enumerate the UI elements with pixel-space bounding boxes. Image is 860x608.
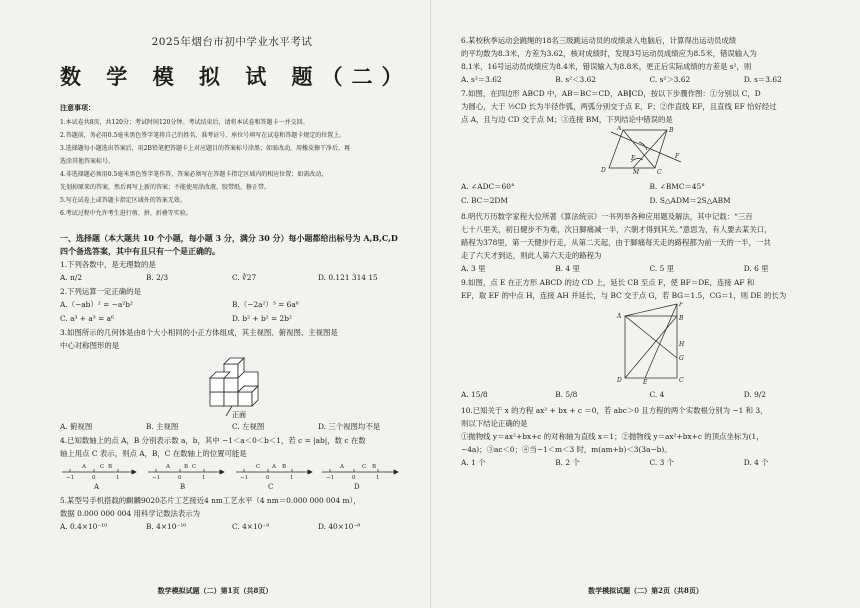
- svg-text:C: C: [100, 464, 105, 470]
- svg-text:B: B: [372, 464, 377, 470]
- option-a: A: [94, 483, 100, 490]
- question-7-cont: 点 A，且与边 CD 交于点 M；③连接 BM，下列结论中错误的是: [461, 115, 673, 124]
- question-9: 9.如图，点 E 在正方形 ABCD 的边 CD 上，延长 CB 至点 F，使 BF＝DE，连接 AF 和: [461, 278, 755, 287]
- option-d: D. 三个视图均不是: [318, 422, 381, 431]
- svg-text:0: 0: [352, 475, 356, 481]
- question-4: 4.已知数轴上的点 A，B 分别表示数 a，b，其中 −1＜a＜0＜b＜1，若 c = |ab|，数 c 在数: [60, 436, 366, 445]
- question-3: 3.如图所示的几何体是由8个大小相同的小正方体组成，其主视图、俯视图、主视图是: [60, 328, 338, 337]
- exam-year-title: 2025年烟台市初中学业水平考试: [151, 36, 313, 48]
- page-footer: 数学模拟试题（二）第2页（共8页）: [588, 586, 703, 595]
- option-a: A. ∠ADC＝60°: [461, 182, 515, 191]
- option-c: C. 左视图: [232, 422, 265, 431]
- question-7-options: [461, 180, 838, 208]
- question-10-cont: ①抛物线 y＝ax²+bx+c 的对称轴为直线 x＝1；②抛物线 y＝ax²+bx+c 的顶点坐标为(1，: [461, 432, 764, 441]
- question-8-cont: 路程为378里，第一天健步行走，从第二天起，由于脚痛每天走的路程都为前一天的一半，一共: [461, 238, 771, 247]
- question-6-cont: 的平均数为8.3米，方差为3.62，核对成绩时，发现3号运动员成绩应为8.5米，错误输入为: [461, 49, 757, 58]
- question-6: 6.某校秋季运动会跳绳的18名三级跳运动员的成绩录入电脑后，计算得出运动员成绩: [461, 36, 737, 45]
- option-c: C. s²＞3.62: [649, 75, 691, 84]
- question-9-options: [461, 388, 838, 402]
- option-a: A. 俯视图: [60, 422, 93, 431]
- option-c: C. 5 里: [649, 264, 675, 273]
- question-2-options: [60, 298, 404, 326]
- option-d: D. S△ADM＝2S△ABM: [649, 196, 731, 205]
- svg-text:A: A: [82, 464, 86, 470]
- cube-solid-diagram: [60, 352, 404, 420]
- option-d: D. 6 里: [743, 264, 769, 273]
- option-c: C. 4×10⁻⁹: [232, 522, 270, 531]
- note-item: 3.选择题每小题选出答案后，用2B铅笔把答题卡上对应题目的答案标号涂黑；如需改动，用橡皮擦干净后，再: [60, 145, 350, 152]
- option-b: B. 4×10⁻¹⁰: [146, 522, 187, 531]
- question-9-cont: EF，取 EF 的中点 H，连接 AH 并延长，与 BC 交于点 G，若 BG＝1.5，CG＝1，则 DE 的长为: [461, 291, 787, 300]
- number-line-options: [60, 460, 404, 490]
- question-8-cont: 走了六天才到达，则此人第六天走的路程为: [461, 251, 602, 260]
- question-8-options: [461, 262, 838, 276]
- right-page: [430, 0, 860, 608]
- question-7-cont: 为圆心，大于 ½CD 长为半径作弧，两弧分别交于点 E，F；②作直线 EF，且直线 EF 恰好经过: [461, 102, 777, 111]
- option-c: C. a³ + a³ = a⁶: [60, 314, 114, 323]
- svg-text:B: B: [282, 464, 287, 470]
- svg-text:0: 0: [178, 475, 182, 481]
- svg-text:M: M: [633, 169, 640, 176]
- option-c: C. ∛27: [232, 273, 257, 282]
- option-c: C. 4: [649, 390, 665, 399]
- option-c: C. 3 个: [649, 458, 675, 467]
- option-d: D. s＝3.62: [743, 75, 782, 84]
- option-c: C. BC＝2DM: [461, 196, 508, 205]
- question-10-cont: −4a)；③ac＜0；④当−1＜m＜3 时，m(am+b)＜3(3a−b)。: [461, 445, 672, 454]
- svg-text:A: A: [340, 464, 344, 470]
- svg-text:D: D: [617, 377, 622, 384]
- section1-header-cont: 四个备选答案，其中有且只有一个是正确的。: [60, 246, 220, 256]
- svg-text:C: C: [679, 377, 684, 384]
- square-construction-diagram: [461, 302, 839, 384]
- question-10-options: [461, 456, 838, 470]
- question-6-options: [461, 73, 838, 87]
- option-b: B. ∠BMC＝45°: [649, 182, 705, 191]
- svg-text:C: C: [192, 464, 197, 470]
- option-d: D. 40×10⁻⁸: [318, 522, 361, 531]
- svg-text:−1: −1: [326, 475, 335, 481]
- option-d: D. b² + b² = 2b²: [232, 314, 292, 323]
- option-c: C: [268, 483, 274, 490]
- option-a: A. 1 个: [461, 458, 486, 467]
- notes-title: 注意事项：: [60, 103, 95, 112]
- page-footer: 数学模拟试题（二）第1页（共8页）: [157, 586, 273, 595]
- svg-text:C: C: [256, 464, 261, 470]
- notes-list: [60, 116, 404, 220]
- svg-text:A: A: [166, 464, 170, 470]
- svg-text:D: D: [601, 167, 606, 174]
- option-d: D. 0.121 314 15: [318, 273, 378, 282]
- front-label: 正面: [232, 411, 246, 419]
- note-item: 4.非选择题必须用0.5毫米黑色签字笔作答，答案必须写在答题卡指定区域内的相应位置；如需改动，: [60, 171, 328, 178]
- svg-text:B: B: [669, 127, 674, 134]
- question-2: 2.下列运算一定正确的是: [60, 287, 141, 296]
- svg-text:1: 1: [116, 475, 120, 481]
- question-8: 8.明代万历数学家程大位所著《算法统宗》一书列举各种应用题及解法，其中记载：“三百: [461, 212, 753, 221]
- svg-text:−1: −1: [66, 475, 75, 481]
- option-b: B. 主视图: [146, 422, 179, 431]
- note-item: 选涂其他答案标号。: [60, 158, 115, 165]
- note-item: 6.考试过程中允许考生进行剪、拼、折叠等实验。: [60, 210, 192, 217]
- svg-text:B: B: [679, 315, 684, 322]
- svg-text:B: B: [108, 464, 113, 470]
- option-a: A.（−ab）² = −a²b²: [60, 300, 133, 309]
- option-a: A. s²＝3.62: [461, 75, 502, 84]
- option-a: A. 15/8: [461, 390, 488, 399]
- question-7: 7.如图，在四边形 ABCD 中，AB＝BC＝CD，AB∥CD，按以下步骤作图：①分别以 C，D: [461, 89, 761, 98]
- question-5-options: [60, 520, 404, 534]
- option-b: B: [180, 483, 186, 490]
- svg-text:G: G: [679, 355, 684, 362]
- svg-text:C: C: [657, 169, 662, 176]
- svg-text:1: 1: [202, 475, 206, 481]
- svg-text:E: E: [631, 155, 636, 162]
- svg-text:F: F: [675, 153, 680, 160]
- svg-text:−1: −1: [240, 475, 249, 481]
- note-item: 先划掉原来的答案，然后再写上新的答案；不能使用涂改液、胶带纸、修正带。: [60, 184, 271, 191]
- svg-text:1: 1: [290, 475, 294, 481]
- svg-text:0: 0: [92, 475, 96, 481]
- svg-text:A: A: [617, 313, 622, 320]
- option-b: B. s²＜3.62: [555, 75, 596, 84]
- note-item: 2.答题前，务必用0.5毫米黑色签字笔将自己的姓名、准考证号、座位号填写在试卷和答题卡规定的位置上。: [60, 132, 346, 139]
- cube-figure: [60, 352, 404, 420]
- question-3-options: [60, 420, 404, 434]
- note-item: 5.写在试卷上或答题卡指定区域外的答案无效。: [60, 197, 186, 204]
- option-d: D. 4 个: [743, 458, 769, 467]
- option-a: A. π/2: [60, 273, 83, 282]
- exam-main-title: 数 学 模 拟 试 题（二）: [60, 64, 412, 89]
- question-1: 1.下列各数中，是无理数的是: [60, 260, 156, 269]
- svg-text:−1: −1: [152, 475, 161, 481]
- option-a: A. 0.4×10⁻¹⁰: [60, 522, 108, 531]
- svg-text:0: 0: [266, 475, 270, 481]
- option-b: B. 2 个: [555, 458, 580, 467]
- svg-text:C: C: [362, 464, 367, 470]
- svg-text:B: B: [184, 464, 189, 470]
- svg-text:A: A: [272, 464, 276, 470]
- question-3-cont: 中心对称图形的是: [60, 341, 120, 350]
- question-5: 5.某型号手机搭载的麒麟9020芯片工艺接近4 nm工艺水平（4 nm＝0.000 000 004 m），: [60, 496, 361, 505]
- question-6-cont: 8.1米，16号运动员成绩应为8.4米，错误输入为8.8米，更正后实际成绩的方差是 s²，则: [461, 62, 752, 71]
- svg-text:E: E: [643, 379, 648, 384]
- svg-text:A: A: [617, 126, 622, 132]
- note-item: 1.本试卷共8页，共120分；考试时间120分钟。考试结束后，请将本试卷和答题卡一并交回。: [60, 119, 309, 126]
- svg-text:H: H: [679, 341, 685, 348]
- svg-text:1: 1: [376, 475, 380, 481]
- option-b: B. 2/3: [146, 273, 169, 282]
- option-d: D: [354, 483, 360, 490]
- quadrilateral-construction-diagram: [461, 126, 839, 176]
- section1-header: 一、选择题（本大题共 10 个小题，每小题 3 分，满分 30 分）每小题都给出标号为 A,B,C,D: [60, 233, 398, 243]
- question-10-cont: 则以下结论正确的是: [461, 419, 528, 428]
- question-4-cont: 轴上用点 C 表示，则点 A，B，C 在数轴上的位置可能是: [60, 449, 247, 458]
- option-d: D. 9/2: [743, 390, 767, 399]
- option-a: A. 3 里: [461, 264, 486, 273]
- option-b: B. 4 里: [555, 264, 580, 273]
- option-b: B.（−2a²）³ = 6a⁶: [232, 300, 299, 309]
- svg-text:F: F: [679, 302, 684, 308]
- question-5-cont: 数据 0.000 000 004 用科学记数法表示为: [60, 509, 201, 518]
- question-10: 10.已知关于 x 的方程 ax² + bx + c ＝0，若 abc＞0 且方程的两个实数根分别为 −1 和 3，: [461, 406, 768, 415]
- question-8-cont: 七十八里关，初日健步不为难，次日脚痛减一半，六朝才得到其关。”意思为，有人要去某关口，: [461, 225, 772, 234]
- question-1-options: [60, 271, 404, 285]
- option-b: B. 5/8: [555, 390, 578, 399]
